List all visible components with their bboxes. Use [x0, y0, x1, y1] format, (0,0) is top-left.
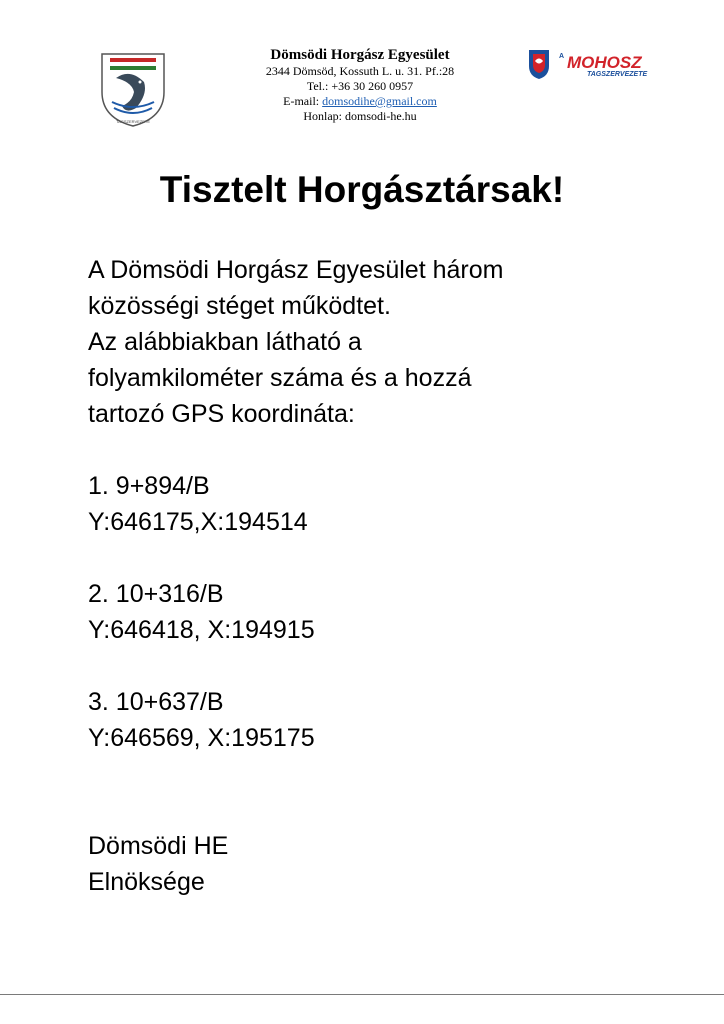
letter-body — [88, 252, 648, 900]
letterhead — [0, 0, 724, 140]
spacer — [88, 756, 648, 828]
svg-text:TAGSZERVEZETE: TAGSZERVEZETE — [115, 119, 151, 124]
organization-info — [190, 46, 530, 124]
intro-line: A Dömsödi Horgász Egyesület három — [88, 256, 504, 284]
signature-line: Dömsödi HE — [88, 832, 229, 860]
organization-name: Dömsödi Horgász Egyesület — [270, 47, 450, 63]
svg-text:TAGSZERVEZETE: TAGSZERVEZETE — [587, 71, 648, 78]
organization-email-line — [190, 94, 530, 109]
intro-line: Az alábbiakban látható a — [88, 328, 362, 356]
spacer — [88, 432, 648, 468]
mohosz-logo-icon — [527, 46, 663, 80]
spacer — [88, 648, 648, 684]
organization-address: 2344 Dömsöd, Kossuth L. u. 31. Pf.:28 — [265, 64, 455, 78]
fish-crest-logo-icon — [96, 48, 170, 128]
pier-coords: Y:646418, X:194915 — [88, 616, 315, 644]
signature-line: Elnöksége — [88, 868, 205, 896]
pier-km: 3. 10+637/B — [88, 688, 224, 716]
pier-coords: Y:646175,X:194514 — [88, 508, 308, 536]
email-label: E-mail: — [283, 94, 323, 108]
organization-phone: Tel.: +36 30 260 0957 — [306, 79, 414, 93]
intro-line: tartozó GPS koordináta: — [88, 400, 355, 428]
intro-line: folyamkilométer száma és a hozzá — [88, 364, 472, 392]
organization-website: Honlap: domsodi-he.hu — [303, 109, 417, 123]
intro-line: közösségi stéget működtet. — [88, 292, 391, 320]
svg-text:MOHOSZ: MOHOSZ — [567, 53, 642, 72]
svg-text:A: A — [559, 53, 565, 60]
spacer — [88, 540, 648, 576]
page-divider — [0, 994, 724, 995]
pier-km: 1. 9+894/B — [88, 472, 210, 500]
pier-coords: Y:646569, X:195175 — [88, 724, 315, 752]
pier-km: 2. 10+316/B — [88, 580, 224, 608]
email-link[interactable]: domsodihe@gmail.com — [322, 94, 437, 108]
page-title: Tisztelt Horgásztársak! — [159, 169, 565, 210]
